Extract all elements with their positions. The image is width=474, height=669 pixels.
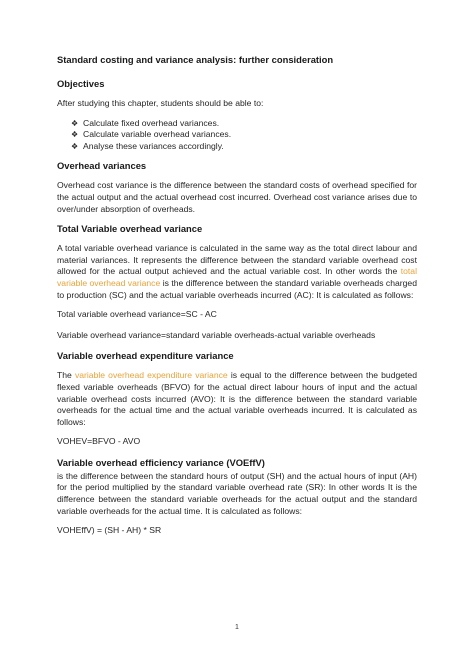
expenditure-heading: Variable overhead expenditure variance xyxy=(57,350,234,362)
total-variable-heading: Total Variable overhead variance xyxy=(57,223,203,235)
efficiency-heading: Variable overhead efficiency variance (VOEffV) xyxy=(57,456,265,468)
document-page xyxy=(57,54,417,546)
objective-text: Calculate variable overhead variances. xyxy=(83,129,232,140)
total-variable-formula: Total variable overhead variance=SC - AC xyxy=(57,309,217,320)
expenditure-paragraph xyxy=(57,370,417,428)
list-item xyxy=(71,141,417,153)
total-variable-paragraph xyxy=(57,243,417,301)
efficiency-paragraph: is the difference between the standard hours of output (SH) and the actual hours of input (AH) for the period multiplied by the standard variable overhead rate (SR): In other words It is the difference between the standard variable overheads for the actual output and the standard variable overheads for the actual time. It is calculated as follows: xyxy=(57,470,417,516)
overhead-variances-heading: Overhead variances xyxy=(57,160,147,172)
objectives-intro: After studying this chapter, students should be able to: xyxy=(57,98,264,108)
objectives-heading: Objectives xyxy=(57,78,105,89)
expenditure-formula: VOHEV=BFVO - AVO xyxy=(57,436,141,447)
objective-text: Calculate fixed overhead variances. xyxy=(83,117,220,128)
list-item xyxy=(71,129,417,141)
diamond-bullet-icon: ❖ xyxy=(71,130,79,140)
variable-overhead-formula: Variable overhead variance=standard variable overheads-actual variable overheads xyxy=(57,329,376,340)
paragraph-text: is the difference between the standard variable overheads charged to production (SC) and the actual variable overheads incurred (AC): It is calculated as follows: xyxy=(57,277,417,300)
paragraph-text: A total variable overhead variance is calculated in the same way as the total direct labour and material variances. It represents the difference between the standard variable overhead cost allowed for the actual output achieved and the actual variable cost. In other words the xyxy=(57,243,417,277)
highlighted-term: total variable overhead variance xyxy=(57,266,417,288)
diamond-bullet-icon: ❖ xyxy=(71,141,79,151)
objectives-list xyxy=(57,118,417,153)
highlighted-term: variable overhead expenditure variance xyxy=(74,370,228,381)
diamond-bullet-icon: ❖ xyxy=(71,118,79,128)
paragraph-text: is equal to the difference between the budgeted flexed variable overheads (BFVO) for the actual direct labour hours of input and the actual variable overhead costs incurred (AVO): It is the difference between the standard variable overheads for the actual time and the actual variable overheads incurred. It is calculated as follows: xyxy=(57,370,417,427)
overhead-variances-paragraph: Overhead cost variance is the difference between the standard costs of overhead specified for the actual output and the actual overhead cost incurred. Overhead cost variance arises due to over/under absorption of overheads. xyxy=(57,180,417,214)
page-number: 1 xyxy=(235,624,239,631)
document-title: Standard costing and variance analysis: further consideration xyxy=(57,54,334,65)
list-item xyxy=(71,118,417,130)
paragraph-text: The xyxy=(57,370,75,381)
objective-text: Analyse these variances accordingly. xyxy=(83,140,224,151)
efficiency-formula: VOHEffV) = (SH - AH) * SR xyxy=(57,525,162,536)
